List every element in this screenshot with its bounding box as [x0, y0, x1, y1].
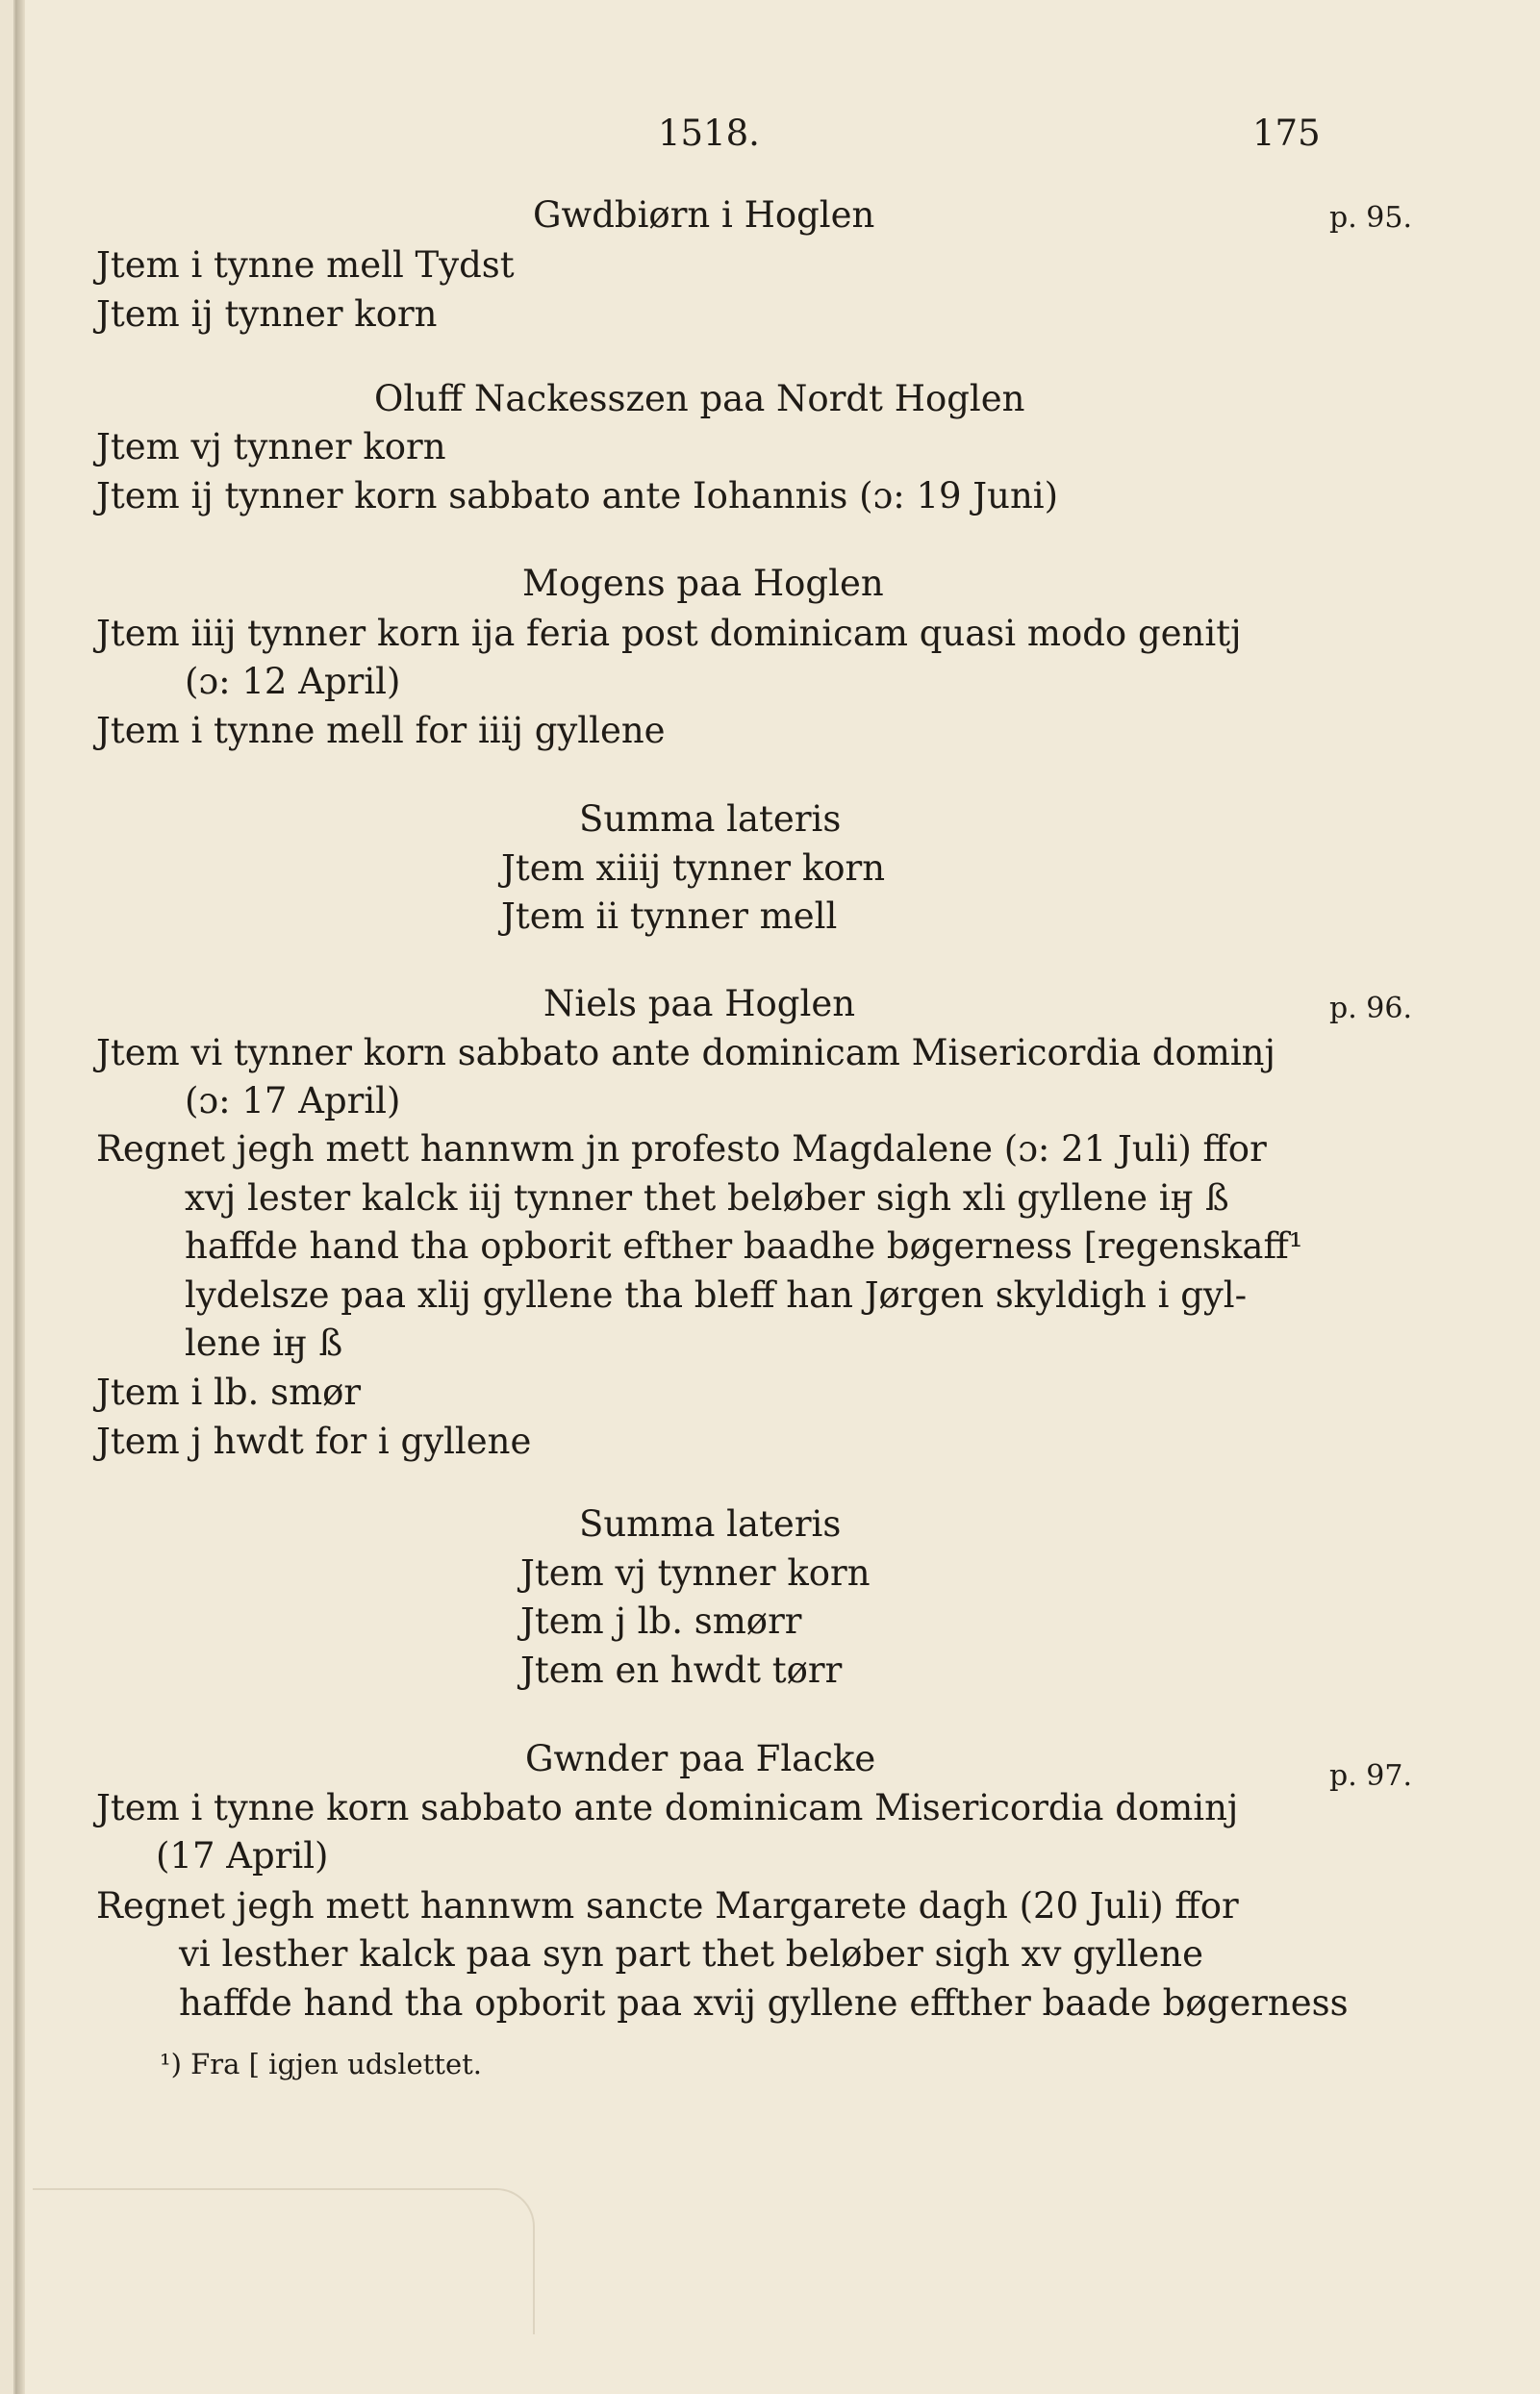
- summa-line: Jtem xiiij tynner korn: [501, 847, 886, 889]
- entry-line: Jtem i lb. smør: [96, 1372, 362, 1413]
- entry-line: Jtem iiij tynner korn ija feria post dominicam quasi modo genitj: [96, 613, 1242, 654]
- margin-ref-p95: p. 95.: [1329, 201, 1412, 235]
- section-heading-oluff: Oluff Nackesszen paa Nordt Hoglen: [374, 378, 1025, 419]
- entry-line: (ɔ: 17 April): [185, 1080, 401, 1121]
- entry-line: haffde hand tha opborit paa xvij gyllene effther baade bøgerness: [179, 1982, 1349, 2024]
- entry-line: Jtem j hwdt for i gyllene: [96, 1421, 532, 1462]
- page-number: 175: [1252, 113, 1321, 154]
- footnote: ¹) Fra [ igjen udslettet.: [160, 2048, 482, 2080]
- section-heading-gwnder: Gwnder paa Flacke: [525, 1738, 876, 1779]
- summa-heading: Summa lateris: [579, 798, 842, 840]
- entry-line: (ɔ: 12 April): [185, 661, 401, 702]
- summa-line: Jtem vj tynner korn: [520, 1552, 871, 1594]
- book-page: [13, 0, 1540, 2394]
- entry-line: lydelsze paa xlij gyllene tha bleff han Jørgen skyldigh i gyl-: [185, 1274, 1248, 1316]
- entry-line: Jtem ij tynner korn sabbato ante Iohannis (ɔ: 19 Juni): [96, 475, 1059, 517]
- entry-line: lene iӈ ß: [185, 1323, 343, 1364]
- entry-line: Jtem vj tynner korn: [96, 426, 446, 467]
- margin-ref-p97: p. 97.: [1329, 1759, 1412, 1793]
- entry-line: xvj lester kalck iij tynner thet beløber sigh xli gyllene iӈ ß: [185, 1177, 1229, 1219]
- section-heading-niels: Niels paa Hoglen: [543, 983, 856, 1024]
- entry-line: Jtem i tynne mell for iiij gyllene: [96, 710, 666, 751]
- entry-line: Jtem ij tynner korn: [96, 293, 438, 335]
- summa-heading: Summa lateris: [579, 1503, 842, 1545]
- summa-line: Jtem ii tynner mell: [501, 895, 838, 937]
- running-head-year: 1518.: [658, 113, 760, 154]
- page-spine: [15, 0, 25, 2394]
- summa-line: Jtem en hwdt tørr: [520, 1650, 843, 1691]
- entry-line: Regnet jegh mett hannwm jn profesto Magdalene (ɔ: 21 Juli) ffor: [96, 1128, 1267, 1170]
- entry-line: Jtem i tynne mell Tydst: [96, 244, 515, 286]
- entry-line: (17 April): [156, 1835, 329, 1877]
- margin-ref-p96: p. 96.: [1329, 992, 1412, 1025]
- entry-line: vi lesther kalck paa syn part thet beløber sigh xv gyllene: [179, 1933, 1204, 1975]
- entry-line: Jtem i tynne korn sabbato ante dominicam Misericordia dominj: [96, 1787, 1239, 1828]
- summa-line: Jtem j lb. smørr: [520, 1600, 802, 1642]
- entry-line: Jtem vi tynner korn sabbato ante dominicam Misericordia dominj: [96, 1032, 1275, 1073]
- section-heading-gwdbiorn: Gwdbiørn i Hoglen: [533, 194, 875, 236]
- entry-line: haffde hand tha opborit efther baadhe bøgerness [regenskaff¹: [185, 1225, 1303, 1267]
- section-heading-mogens: Mogens paa Hoglen: [522, 563, 884, 604]
- entry-line: Regnet jegh mett hannwm sancte Margarete dagh (20 Juli) ffor: [96, 1885, 1239, 1927]
- paper-fold-mark: [33, 2188, 535, 2334]
